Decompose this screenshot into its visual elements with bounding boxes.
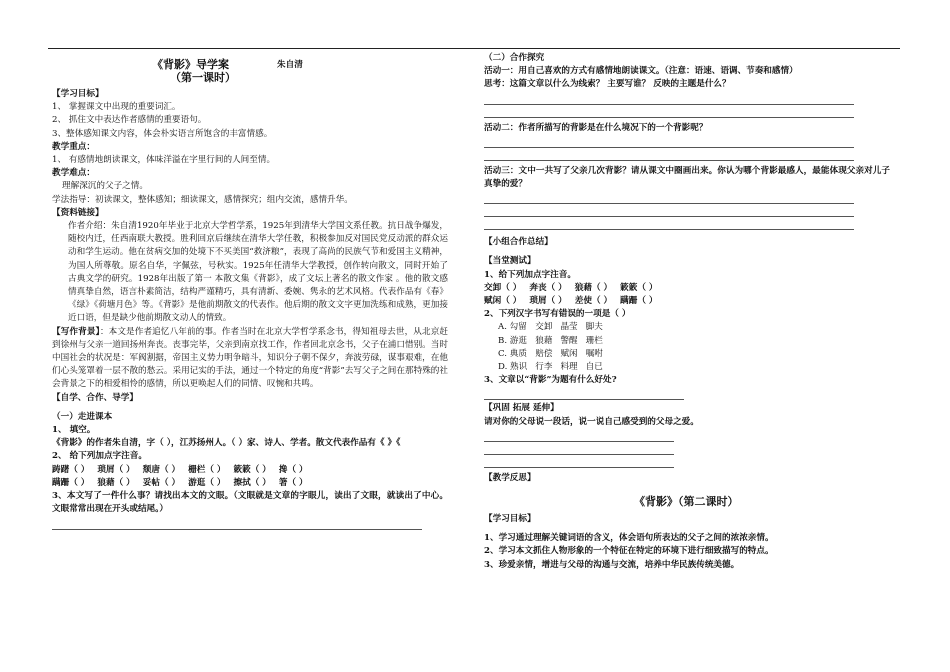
pinyin-item[interactable]: 擦拭（ ） (233, 477, 271, 488)
option-row[interactable] (498, 335, 611, 348)
answer-line[interactable] (484, 387, 684, 400)
pinyin-item[interactable]: 踌躇（ ） (52, 464, 90, 475)
question-1-fill: 《背影》的作者朱自清，字（ ），江苏扬州人。（ ）家、诗人、学者。散文代表作品有《 》《 (52, 438, 401, 449)
pinyin-table (52, 464, 316, 490)
option-word: A. 勾留 (498, 322, 527, 333)
activity-1: 活动一：用自己喜欢的方式有感情地朗读课文。（注意：语速、语调、节奏和感情） (484, 66, 798, 77)
test-q3: 3、文章以“背影”为题有什么好处? (484, 375, 617, 386)
option-word: 赔偿 (535, 348, 553, 359)
section-1-heading: （一）走进课本 (52, 411, 113, 422)
pinyin-item[interactable]: 琐屑（ ） (97, 464, 135, 475)
pinyin-item[interactable]: 琐屑（ ） (529, 296, 567, 307)
test-pinyin-table (484, 282, 666, 308)
pinyin-item[interactable]: 差使（ ） (574, 296, 613, 307)
pinyin-item[interactable]: 簌簌（ ） (620, 282, 658, 293)
right-column (484, 52, 890, 572)
pinyin-item[interactable]: 栅栏（ ） (188, 464, 226, 475)
extend-heading: 【巩固 拓展 延伸】 (484, 403, 559, 414)
pinyin-item[interactable]: 交卸（ ） (484, 282, 522, 293)
section-2-heading: （二）合作探究 (484, 53, 545, 63)
answer-line[interactable] (484, 204, 854, 217)
answer-line[interactable] (484, 105, 854, 118)
pinyin-item[interactable]: 赋闲（ ） (484, 296, 522, 307)
option-word: 珊栏 (585, 335, 603, 346)
option-word: 警醒 (560, 335, 578, 346)
pinyin-item[interactable]: 妥帖（ ） (142, 477, 181, 488)
test-q1: 1、给下列加点字注音。 (484, 269, 576, 280)
answer-line[interactable] (484, 135, 854, 148)
option-row[interactable] (498, 321, 611, 334)
goal-2-item: 3、珍爱亲情，增进与父母的沟通与交流，培养中华民族传统美德。 (484, 559, 740, 570)
option-word: 行李 (535, 362, 553, 373)
pinyin-row (52, 477, 316, 490)
difficulty-point: 理解深沉的父子之情。 (62, 181, 148, 192)
activity-3: 活动三：文中一共写了父亲几次背影？请从课文中圈画出来。你认为哪个背影最感人，最能体现父亲对儿子真挚的爱？ (484, 165, 890, 190)
think-question: 思考：这篇文章以什么为线索？ 主要写谁？ 反映的主题是什么？ (484, 79, 731, 90)
option-word: 脚夫 (585, 322, 603, 333)
answer-line[interactable] (484, 148, 854, 161)
background-text: ：本文是作者追忆八年前的事。作者当时在北京大学哲学系念书，得知祖母去世，从北京赶到徐州与父亲一道回扬州奔丧。丧事完毕，父亲到南京找工作，作者回北京念书，父子在浦口惜别。当时中国社会的状况是：军阀割据，帝国主义势力明争暗斗，知识分子朝不保夕，奔波劳碌，谋事艰难，在他们心头笼罩着一层不散的愁云。采用记实的手法，通过一个特定的角度“背影”去写父子之间在那特殊的社会背景之下的相爱相怜的感情，所以更唤起人们的同情、叹惋和共鸣。 (52, 326, 448, 390)
option-word: 狼藉 (535, 335, 553, 346)
pinyin-item[interactable]: 游逛（ ） (188, 477, 226, 488)
answer-line[interactable] (52, 517, 422, 530)
goal-2-item: 1、学习通过理解关键词语的含义，体会语句所表达的父子之间的浓浓亲情。 (484, 533, 774, 544)
option-word: 赋闲 (560, 348, 578, 359)
option-word: B. 游逛 (498, 335, 527, 346)
difficulty-heading: 教学难点： (52, 168, 95, 179)
background-heading: 【写作背景】 (52, 326, 100, 337)
doc-header (52, 52, 448, 71)
answer-line[interactable] (484, 429, 674, 442)
doc-title: 《背影》导学案 (152, 58, 229, 71)
method-guide: 学法指导：初读课文，整体感知；细读课文，感情探究；组内交流，感情升华。 (52, 194, 353, 205)
top-rule (48, 48, 900, 49)
goal-2-item: 2、学习本文抓住人物形象的一个特征在特定的环境下进行细致描写的特点。 (484, 546, 774, 557)
question-3: 3、本文写了一件什么事？请找出本文的文眼。（文眼就是文章的字眼儿，读出了文眼，就读出了中心。文眼常常出现在开头或结尾。） (52, 491, 448, 515)
group-summary-heading: 【小组合作总结】 (484, 237, 553, 248)
answer-line[interactable] (484, 217, 854, 230)
pinyin-item[interactable]: 搀（ ） (278, 464, 308, 475)
background-block (52, 326, 448, 392)
answer-line[interactable] (484, 455, 674, 468)
option-word: 料理 (560, 362, 578, 373)
option-row[interactable] (498, 361, 611, 374)
options-table (498, 321, 611, 374)
pinyin-item[interactable]: 奔丧（ ） (529, 282, 567, 293)
pinyin-item[interactable]: 簌簌（ ） (233, 464, 271, 475)
pinyin-item[interactable]: 狼藉（ ） (574, 282, 613, 293)
pinyin-item[interactable]: 蹒跚（ ） (52, 477, 90, 488)
option-word: C. 典质 (498, 348, 527, 359)
question-1: 1、 填空。 (52, 425, 96, 436)
option-word: 嘱咐 (585, 348, 603, 359)
goal-item: 1、 掌握课文中出现的重要词汇。 (52, 102, 181, 113)
pinyin-item[interactable]: 狼藉（ ） (97, 477, 135, 488)
lesson-2-heading: 《背影》（第二课时） (634, 495, 739, 509)
reflection-heading: 【教学反思】 (484, 472, 536, 483)
key-heading: 教学重点： (52, 141, 95, 152)
left-column (52, 52, 448, 530)
test-heading: 【当堂测试】 (484, 256, 536, 267)
pinyin-item[interactable]: 箸（ ） (278, 477, 308, 488)
option-row[interactable] (498, 348, 611, 361)
self-study-heading: 【自学、合作、导学】 (52, 392, 138, 403)
goal-item: 3、整体感知课文内容，体会朴实语言所饱含的丰富情感。 (52, 128, 273, 139)
option-word: 晶莹 (560, 322, 578, 333)
option-word: 自已 (585, 362, 603, 373)
pinyin-row (484, 282, 666, 295)
question-2: 2、 给下列加点字注音。 (52, 451, 147, 462)
activity-2: 活动二：作者所描写的背影是在什么境况下的一个背影呢？ (484, 122, 708, 133)
answer-line[interactable] (484, 92, 854, 105)
pinyin-item[interactable]: 颓唐（ ） (142, 464, 181, 475)
pinyin-row (52, 464, 316, 477)
answer-line[interactable] (484, 442, 674, 455)
extend-prompt: 请对你的父母说一段话，说一说自己感受到的父母之爱。 (484, 416, 699, 427)
author: 朱自清 (277, 60, 303, 70)
author-intro: 作者介绍：朱自清1920年毕业于北京大学哲学系，1925年到清华大学国文系任教。抗日战争爆发，随校内迁，任西南联大教授。胜利回京后继续在清华大学任教，积极参加反对国民党反动派的群众运动和学生运动。他在贫病交加的处境下不买美国“救济粮”，表现了高尚的民族气节和爱国主义精神，为国人所尊敬。原名自华，字佩弦，号秋实。1925年任清华大学教授，创作转向散文，同时开始了古典文学的研究。1928年出版了第一 本散文集《背影》，成了文坛上著名的散文作家 。他的散文感情真挚自然，语言朴素简洁，结构严谨精巧，具有清新、委婉、隽永的艺术风格。代表作品有《春》《绿》《荷塘月色》等。《背影》是他前期散文的代表作。他后期的散文文字更加洗练和成熟，更加接近口语，但是缺少他前期散文动人的情致。 (68, 221, 448, 324)
test-q2: 2、下列汉字书写有错误的一项是（ ） (484, 309, 631, 320)
pinyin-item[interactable]: 蹒跚（ ） (620, 296, 658, 307)
key-point: 1、 有感情地朗读课文，体味洋溢在字里行间的人间至情。 (52, 155, 276, 166)
option-word: 交卸 (535, 322, 553, 333)
answer-line[interactable] (484, 191, 854, 204)
pinyin-row (484, 295, 666, 308)
goals-2-heading: 【学习目标】 (484, 514, 536, 525)
lesson-1-heading: （第一课时） (170, 71, 236, 84)
goals-heading: 【学习目标】 (52, 89, 104, 99)
goal-item: 2、 抓住文中表达作者感情的重要语句。 (52, 115, 207, 126)
option-word: D. 熟识 (498, 362, 528, 373)
reference-heading: 【资料链接】 (52, 207, 104, 218)
